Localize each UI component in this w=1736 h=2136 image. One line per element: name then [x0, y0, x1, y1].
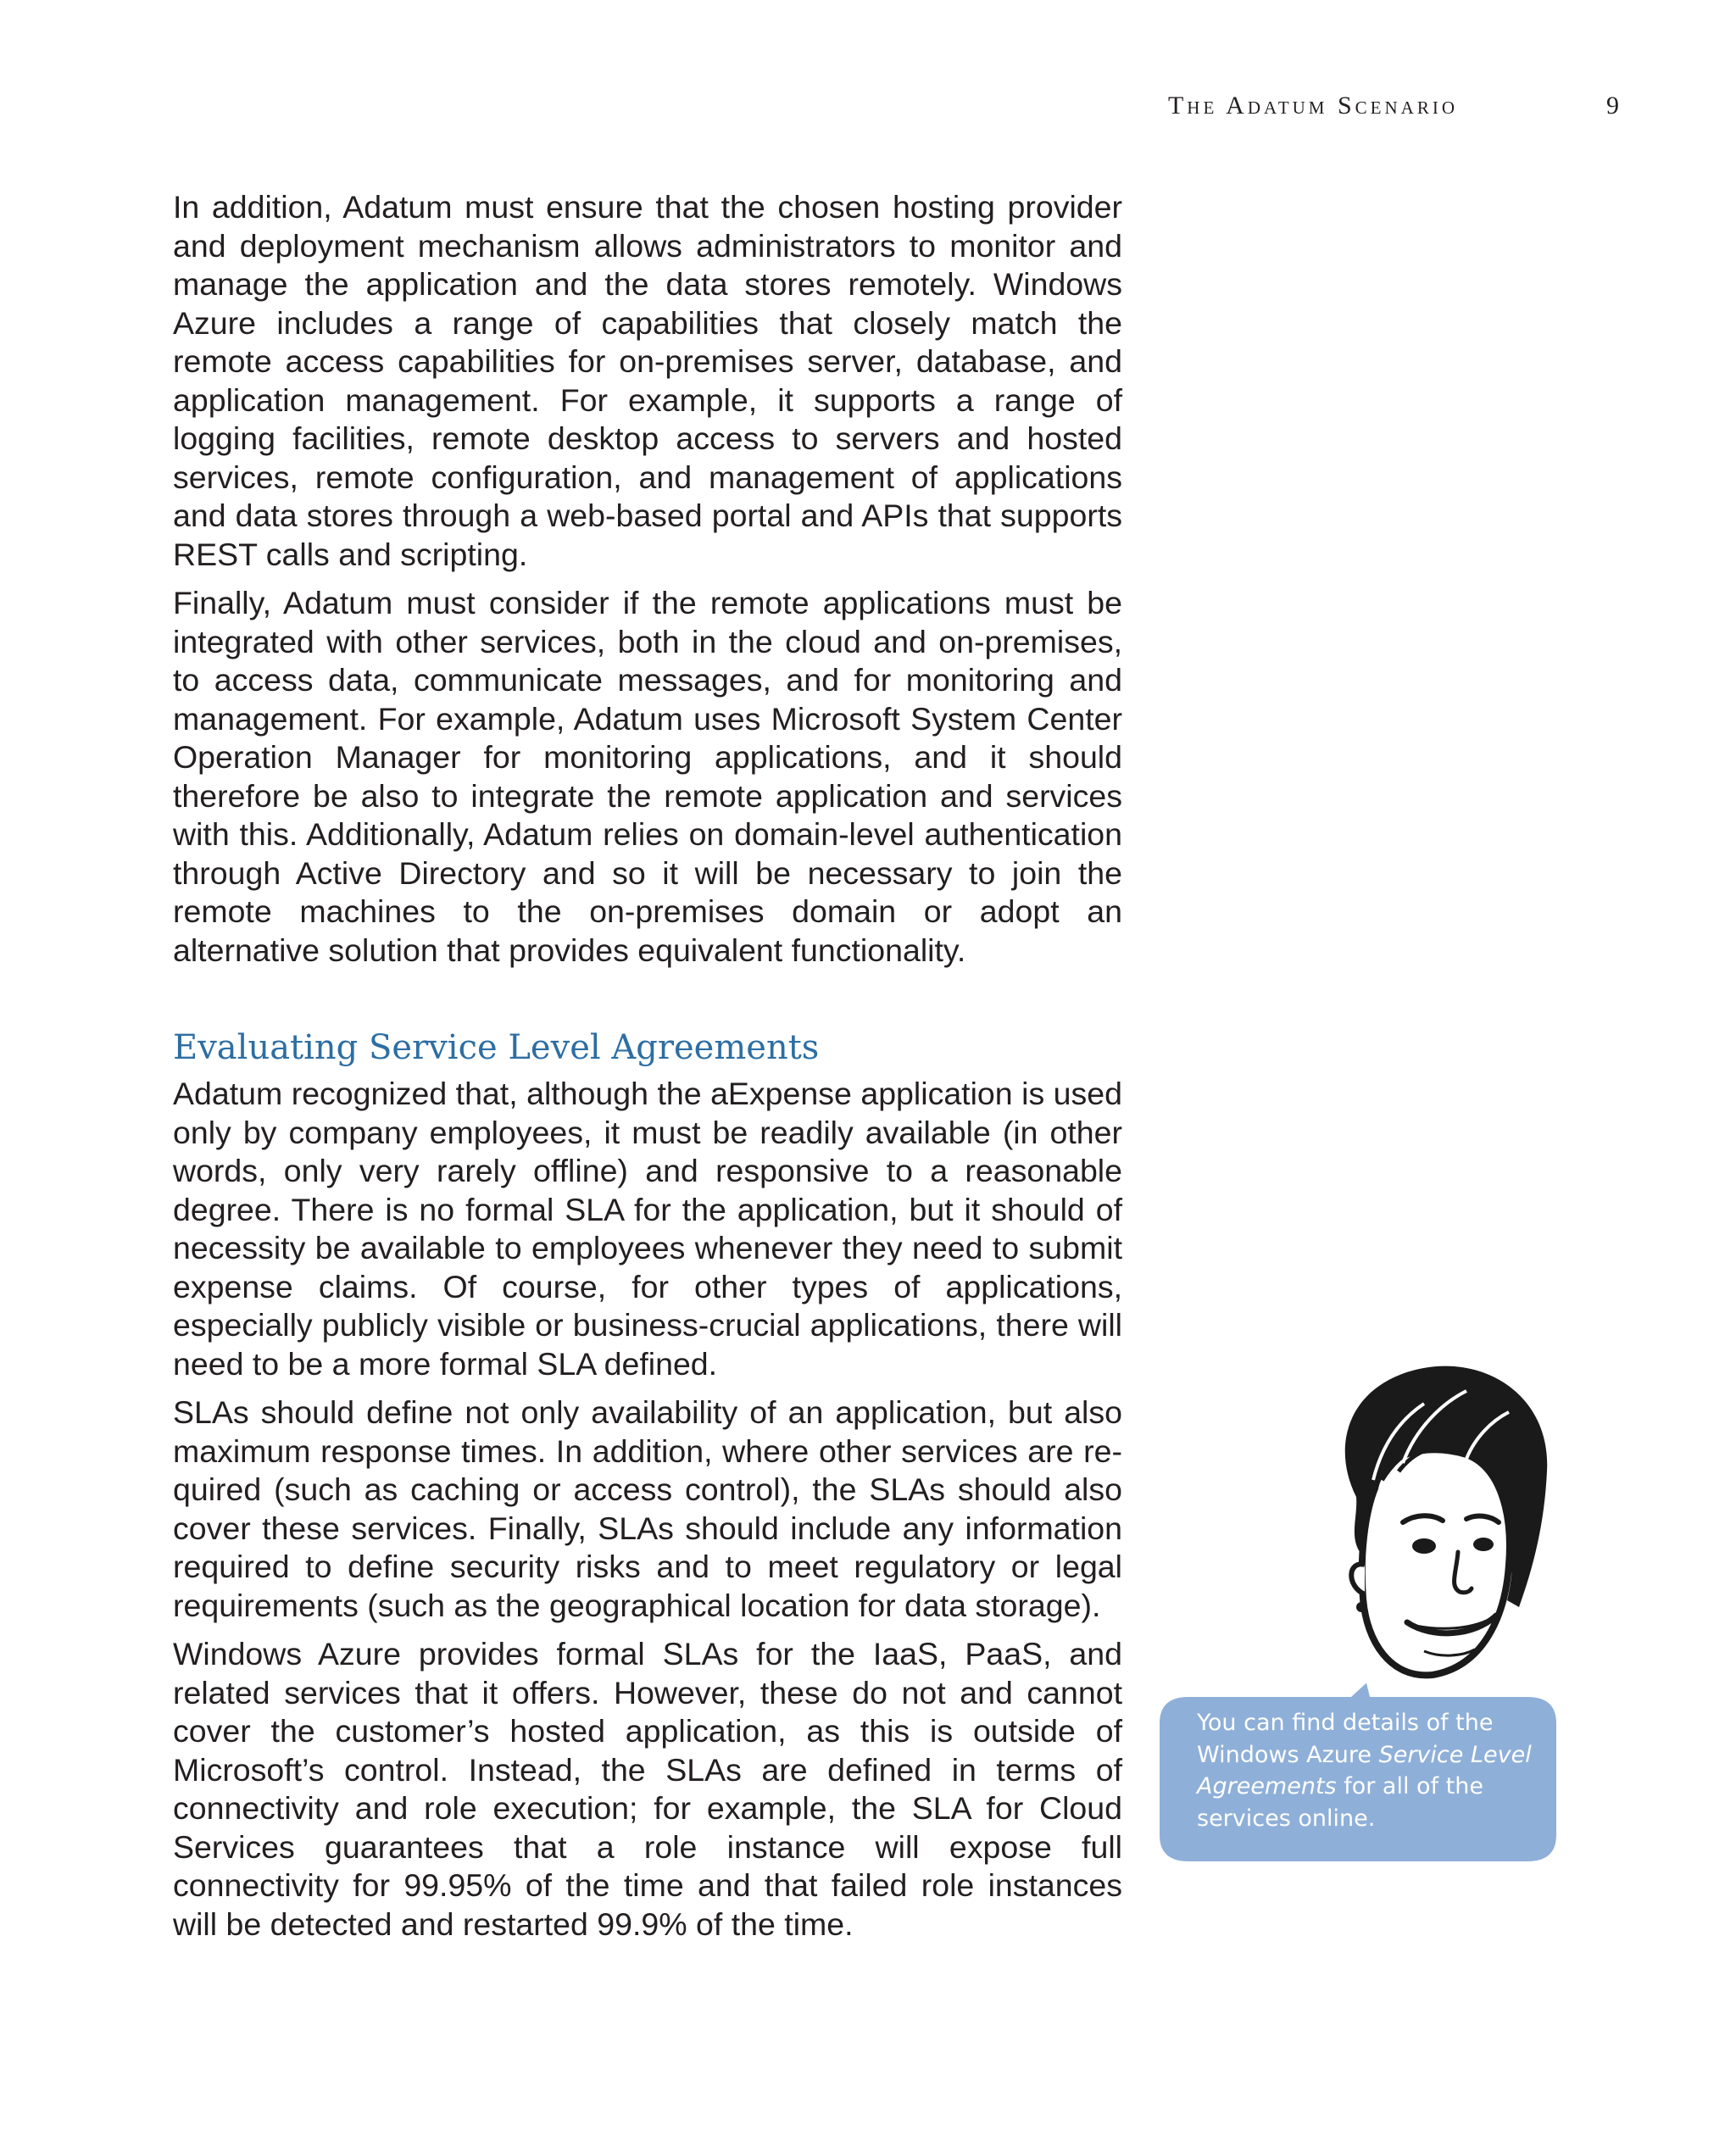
paragraph-integration: Finally, Adatum must consider if the remote applications must be integrated with other services, both in the cloud and on-premises, to access data, communicate messages, and for monitoring and management. For example, Adatum uses Microsoft System Center Operation Manager for monitoring applications, and it should therefore be also to integrate the remote application and services with this. Additionally, Adatum relies on domain-level authentication through Active Directory and so it will be necessary to join the remote machines to the on-premises domain or adopt an alternative solution that provides equivalent functionality. [173, 585, 1122, 968]
paragraph-sla-definition: SLAs should define not only availability of an application, but also maximum response times. In addition, where other services are required (such as caching or access control), the SLAs should also cover these services. Finally, SLAs should include any information required to define security risks and to meet regulatory or legal requirements (such as the geographical location for data storage). [173, 1394, 1122, 1623]
callout-text [1197, 1707, 1536, 1834]
paragraph-remote-management: In addition, Adatum must ensure that the chosen hosting provider and deployment mechanism allows administrators to monitor and manage the application and the data stores remotely. Windows Azure includes a range of capabilities that closely match the remote access capabilities for on-premises server, database, and application management. For example, it supports a range of logging facilities, remote desktop access to servers and hosted services, remote configuration, and management of applications and data stores through a web-based portal and APIs that supports REST calls and scripting. [173, 189, 1122, 572]
callout-text-suffix: for all of the services online. [1197, 1773, 1483, 1832]
section-heading-sla: Evaluating Service Level Agreements [173, 1028, 820, 1067]
callout-text-prefix: You can find details of the Windows Azure [1197, 1710, 1494, 1768]
paragraph-azure-sla: Windows Azure provides formal SLAs for the IaaS, PaaS, and related services that it offers. However, these do not and cannot cover the customer’s hosted application, as this is outside of Microsoft’s control. Instead, the SLAs are defined in terms of connectivity and role execution; for example, the SLA for Cloud Services guarantees that a role instance will expose full connectivity for 99.95% of the time and that failed role instances will be detected and restarted 99.9% of the time. [173, 1636, 1122, 1942]
body-text-column [173, 188, 1122, 1954]
paragraph-sla-availability: Adatum recognized that, although the aExpense application is used only by company employees, it must be readily available (in other words, only very rarely offline) and responsive to a reasonable degree. There is no formal SLA for the application, but it should of necessity be available to employees whenever they need to submit expense claims. Of course, for other types of applications, especially publicly visible or business-crucial applications, there will need to be a more formal SLA defined. [173, 1076, 1122, 1382]
callout-link-sla: Service Level Agreements [1197, 1741, 1532, 1799]
sidebar-callout [1160, 1682, 1556, 1861]
woman-avatar-illustration [1297, 1353, 1560, 1692]
page-number: 9 [1606, 92, 1619, 120]
running-header-title: The Adatum Scenario [1167, 92, 1458, 120]
